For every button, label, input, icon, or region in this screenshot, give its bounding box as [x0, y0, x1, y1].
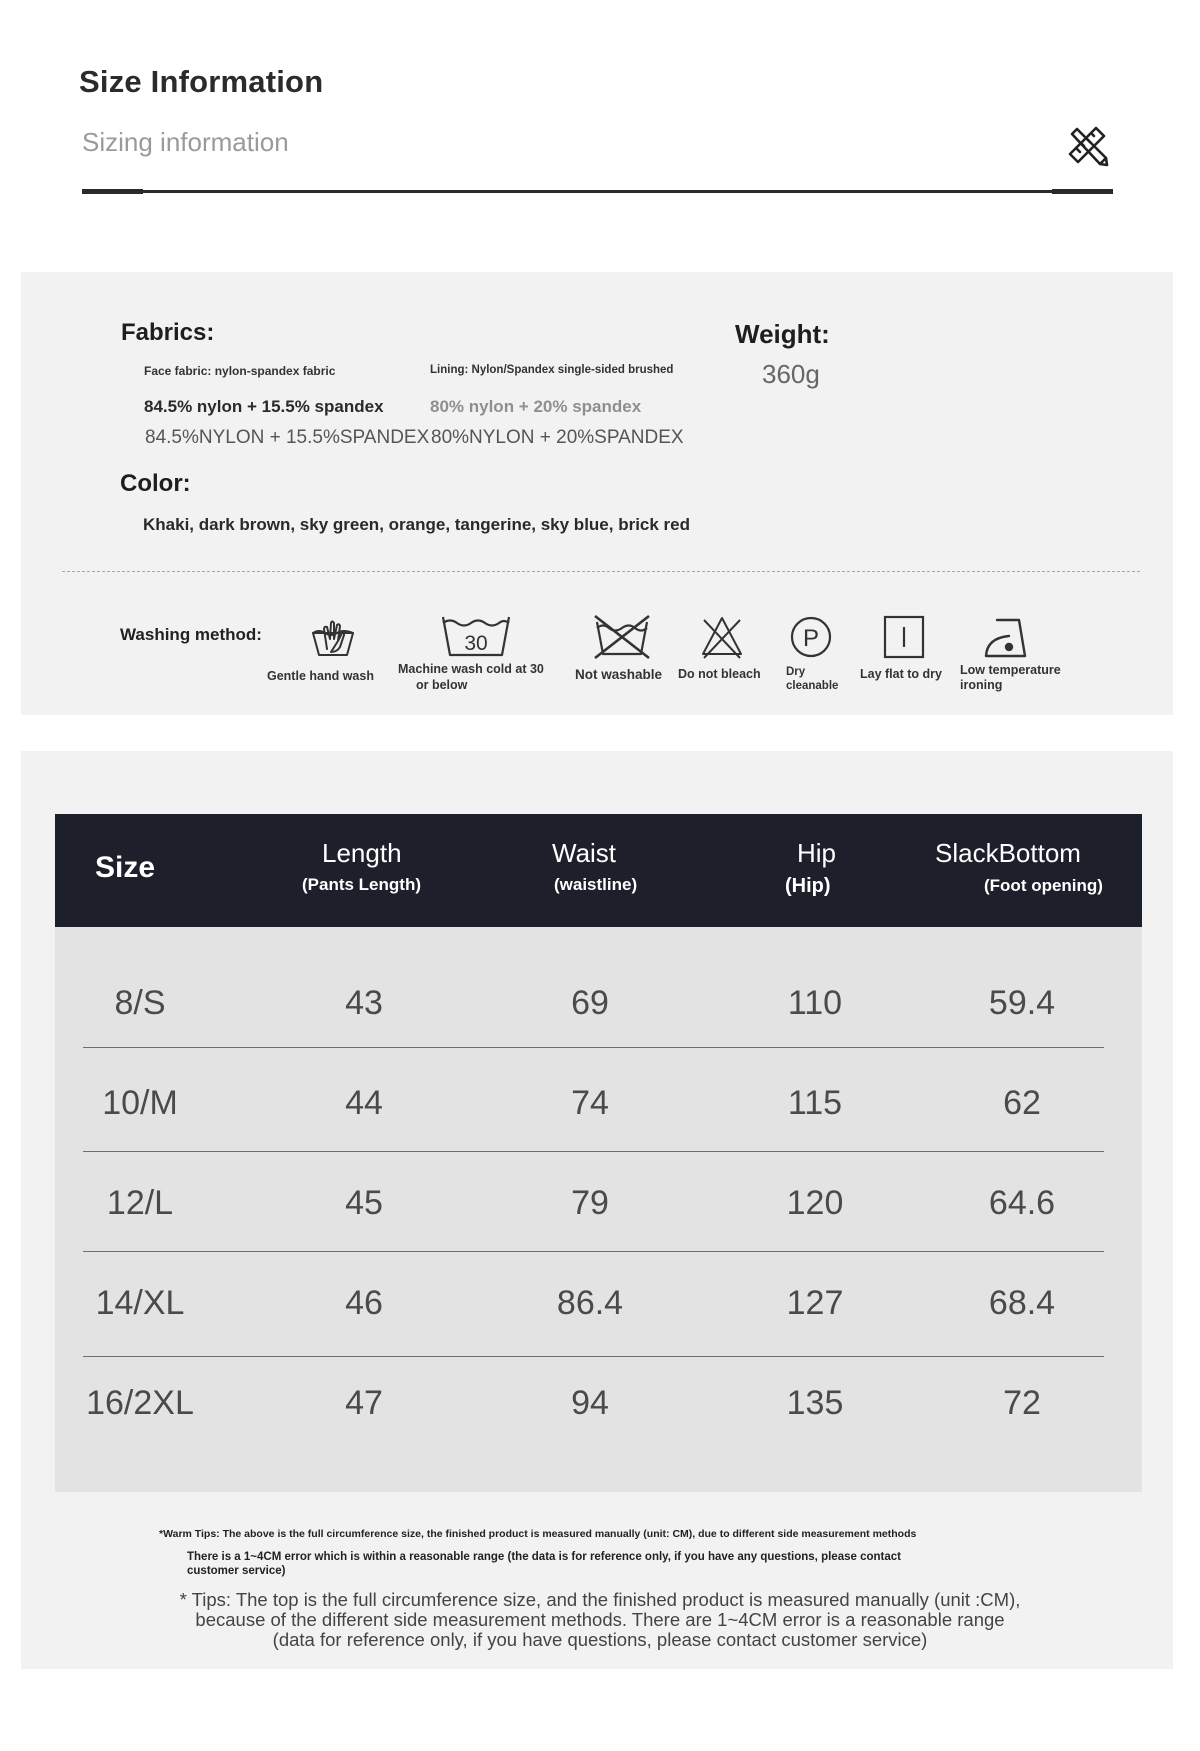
header-divider-accent-left	[82, 189, 143, 194]
dashed-divider	[62, 571, 1140, 572]
weight-value: 360g	[762, 359, 820, 389]
cell-waist: 79	[571, 1184, 609, 1222]
low-temp-iron-label-2: ironing	[960, 678, 1003, 692]
machine-wash-temperature: 30	[464, 632, 488, 655]
svg-text:P: P	[802, 625, 820, 652]
cell-size: 16/2XL	[86, 1384, 194, 1422]
do-not-wash-icon	[591, 614, 653, 660]
tips-line-3: (data for reference only, if you have questions, please contact customer service)	[272, 1629, 928, 1650]
pencil-ruler-icon	[1062, 120, 1112, 170]
washing-method-label: Washing method:	[120, 625, 262, 644]
cell-size: 8/S	[114, 984, 166, 1022]
color-list: Khaki, dark brown, sky green, orange, tangerine, sky blue, brick red	[143, 515, 691, 534]
do-not-bleach-icon	[700, 614, 744, 660]
row-divider	[83, 1151, 1104, 1152]
cell-length: 45	[345, 1184, 383, 1222]
cell-hip: 120	[786, 1184, 844, 1222]
lay-flat-dry-icon	[883, 615, 925, 659]
column-sub-waist: (waistline)	[554, 875, 638, 894]
column-header-slackbottom: SlackBottom	[935, 838, 1081, 868]
not-washable-label: Not washable	[575, 667, 663, 682]
lay-flat-label: Lay flat to dry	[860, 667, 942, 681]
low-temp-iron-label: Low temperature	[960, 663, 1061, 677]
size-table-header	[55, 814, 1142, 927]
warm-tips-line-3: customer service)	[187, 1565, 286, 1577]
column-header-waist: Waist	[552, 838, 617, 868]
cell-length: 47	[345, 1384, 383, 1422]
page-title: Size Information	[79, 64, 324, 99]
column-header-size: Size	[95, 851, 156, 884]
cell-size: 14/XL	[95, 1284, 185, 1322]
cell-hip: 115	[787, 1084, 843, 1122]
tips-line-1: * Tips: The top is the full circumference size, and the finished product is measured manually (unit :CM),	[179, 1589, 1021, 1610]
lining-label: Lining: Nylon/Spandex single-sided brushed	[430, 364, 674, 376]
cell-waist: 86.4	[556, 1284, 624, 1322]
do-not-bleach-label: Do not bleach	[678, 667, 761, 681]
cell-length: 44	[345, 1084, 383, 1122]
column-header-hip: Hip	[797, 838, 837, 868]
face-composition: 84.5% nylon + 15.5% spandex	[144, 397, 384, 416]
lining-composition: 80% nylon + 20% spandex	[430, 397, 642, 416]
low-temp-iron-icon	[983, 614, 1029, 660]
header-divider-accent-right	[1052, 189, 1113, 194]
cell-size: 12/L	[106, 1184, 174, 1222]
cell-slackbottom: 64.6	[988, 1184, 1056, 1222]
cell-waist: 74	[571, 1084, 609, 1122]
page-subtitle: Sizing information	[82, 127, 289, 157]
machine-wash-30-icon	[440, 613, 512, 659]
cell-waist: 94	[571, 1384, 609, 1422]
weight-label: Weight:	[735, 319, 830, 349]
cell-slackbottom: 72	[1003, 1384, 1041, 1422]
cell-slackbottom: 68.4	[988, 1284, 1056, 1322]
row-divider	[83, 1356, 1104, 1357]
face-fabric-label: Face fabric: nylon-spandex fabric	[144, 364, 336, 378]
cell-length: 46	[345, 1284, 383, 1322]
cell-hip: 110	[787, 984, 843, 1022]
cell-length: 43	[345, 984, 383, 1022]
hand-wash-label: Gentle hand wash	[267, 669, 374, 683]
machine-wash-label: Machine wash cold at 30	[398, 662, 544, 676]
cell-slackbottom: 59.4	[988, 984, 1056, 1022]
lining-composition-upper: 80%NYLON + 20%SPANDEX	[431, 427, 684, 448]
dry-cleanable-label-2: cleanable	[786, 680, 839, 692]
column-sub-hip: (Hip)	[785, 875, 831, 897]
cell-hip: 135	[786, 1384, 844, 1422]
tips-line-2: because of the different side measurement methods. There are 1~4CM error is a reasonable range	[195, 1609, 1005, 1630]
column-sub-length: (Pants Length)	[302, 875, 421, 894]
dry-cleanable-label: Dry	[786, 666, 806, 678]
row-divider	[83, 1047, 1104, 1048]
fabrics-label: Fabrics:	[121, 319, 215, 346]
cell-size: 10/M	[102, 1084, 178, 1122]
face-composition-upper: 84.5%NYLON + 15.5%SPANDEX	[145, 427, 430, 448]
warm-tips-line-2: There is a 1~4CM error which is within a reasonable range (the data is for reference only, if you have any questions, please contact	[187, 1551, 901, 1563]
column-header-length: Length	[322, 838, 402, 868]
row-divider	[83, 1251, 1104, 1252]
warm-tips-line-1: *Warm Tips: The above is the full circumference size, the finished product is measured manually (unit: CM), due to different side measurement methods	[159, 1528, 917, 1540]
dry-clean-p-icon	[789, 614, 833, 660]
cell-hip: 127	[786, 1284, 844, 1322]
cell-waist: 69	[571, 984, 609, 1022]
machine-wash-label-2: or below	[416, 678, 468, 692]
color-label: Color:	[120, 470, 191, 497]
header-divider	[82, 190, 1113, 193]
column-sub-slackbottom: (Foot opening)	[984, 876, 1103, 895]
cell-slackbottom: 62	[1003, 1084, 1041, 1122]
hand-wash-icon	[308, 615, 358, 661]
